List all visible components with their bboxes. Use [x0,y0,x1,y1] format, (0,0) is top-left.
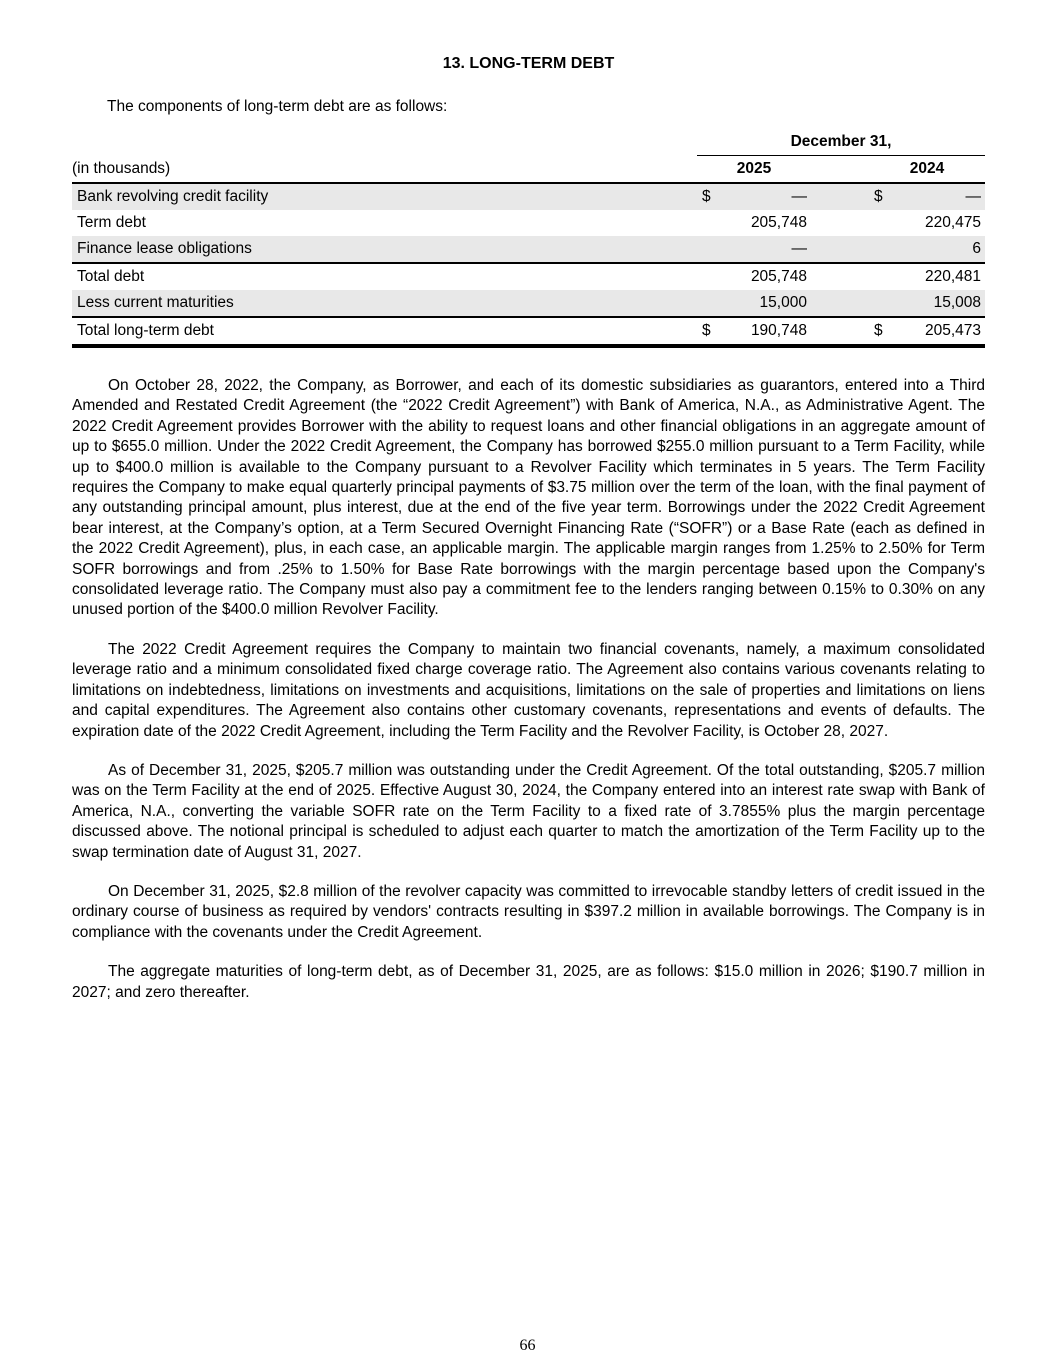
dollar-sign: $ [697,183,721,210]
table-row [72,263,985,290]
paragraph: The 2022 Credit Agreement requires the Company to maintain two financial covenants, namely, a maximum consolidated leverage ratio and a minimum consolidated fixed charge coverage ratio. The Agreement also contains various covenants relating to limitations on indebtedness, limitations on investments and acquisitions, limitations on the sale of properties and limitations on liens and capital expenditures. The Agreement also contains other customary covenants, representations and events of defaults. The expiration date of the 2022 Credit Agreement, including the Term Facility and the Revolver Facility, is October 28, 2027. [72,640,985,740]
dollar-sign: $ [869,183,891,210]
row-label: Total debt [72,263,697,290]
amount-2025: 205,748 [750,214,807,231]
amount-2024: 15,008 [891,290,985,317]
page-number: 66 [519,1337,536,1354]
amount-2025: — [721,183,811,210]
amount-2024: 6 [891,236,985,263]
dollar-sign [869,236,891,263]
dollar-sign: $ [697,317,721,346]
row-label: Total long-term debt [72,317,697,346]
spacer-cell [811,156,869,184]
amount-2024: 220,481 [891,263,985,290]
spacer-cell [811,183,869,210]
spacer-cell [811,210,869,236]
spacer-cell [811,263,869,290]
spacer-cell [811,236,869,263]
units-label: (in thousands) [72,156,697,184]
column-header-2025: 2025 [697,156,811,184]
long-term-debt-table [72,129,985,348]
amount-2025: — [721,236,811,263]
intro-text: The components of long-term debt are as follows: [107,98,448,115]
date-span-header: December 31, [697,129,985,156]
row-label: Finance lease obligations [72,236,697,263]
table-row [72,236,985,263]
spacer-cell [811,317,869,346]
dollar-sign [697,290,721,317]
dollar-sign [697,210,721,236]
row-label: Bank revolving credit facility [72,183,697,210]
dollar-sign [697,263,721,290]
table-header-years-row [72,156,985,184]
spacer-cell [72,129,697,156]
table-header-date-row [72,129,985,156]
dollar-sign [869,290,891,317]
column-header-2024: 2024 [869,156,985,184]
amount-2024: — [891,183,985,210]
dollar-sign [697,236,721,263]
spacer-cell [811,290,869,317]
table-row [72,317,985,346]
paragraph: As of December 31, 2025, $205.7 million was outstanding under the Credit Agreement. Of the total outstanding, $205.7 million was on the Term Facility at the end of 2025. Effective August 30, 2024, the Company entered into an interest rate swap with Bank of America, N.A., converting the variable SOFR rate on the Term Facility to a fixed rate of 3.7855% plus the margin percentage discussed above. The notional principal is scheduled to adjust each quarter to match the amortization of the Term Facility up to the swap termination date of August 31, 2027. [72,761,985,861]
amount-2025: 190,748 [721,317,811,346]
paragraph: The aggregate maturities of long-term debt, as of December 31, 2025, are as follows: $15.0 million in 2026; $190.7 million in 2027; and zero thereafter. [72,963,985,1001]
dollar-sign [869,210,891,236]
note-title: 13. LONG-TERM DEBT [442,55,615,72]
row-label: Term debt [77,214,146,231]
amount-2024: 205,473 [891,317,985,346]
table-row [72,210,985,236]
table-row [72,290,985,317]
dollar-sign [869,263,891,290]
paragraph: On December 31, 2025, $2.8 million of the revolver capacity was committed to irrevocable standby letters of credit issued in the ordinary course of business as required by vendors' contracts resulting in $397.2 million in available borrowings. The Company is in compliance with the covenants under the Credit Agreement. [72,882,985,941]
paragraph: On October 28, 2022, the Company, as Borrower, and each of its domestic subsidiaries as guarantors, entered into a Third Amended and Restated Credit Agreement (the “2022 Credit Agreement”) with Bank of America, N.A., as Administrative Agent. The 2022 Credit Agreement provides Borrower with the ability to request loans and other financial obligations in an aggregate amount of up to $655.0 million. Under the 2022 Credit Agreement, the Company has borrowed $255.0 million pursuant to a Term Facility, while up to $400.0 million is available to the Company pursuant to a Revolver Facility which terminates in 5 years. The Term Facility requires the Company to make equal quarterly principal payments of $3.75 million over the term of the loan, with the final payment of any outstanding principal amount, plus interest, due at the end of the five year term. Borrowings under the 2022 Credit Agreement bear interest, at the Company’s option, at a Term Secured Overnight Financing Rate (“SOFR”) or a Base Rate (each as defined in the 2022 Credit Agreement), plus, in each case, an applicable margin. The applicable margin ranges from 1.25% to 2.50% for Term SOFR borrowings and from .25% to 1.50% for Base Rate borrowings with the margin percentage based upon the Company's consolidated leverage ratio. The Company must also pay a commitment fee to the lenders ranging between 0.15% to 0.30% on any unused portion of the $400.0 million Revolver Facility. [72,377,985,619]
amount-2024: 220,475 [924,214,981,231]
amount-2025: 205,748 [721,263,811,290]
amount-2025: 15,000 [721,290,811,317]
table-row [72,183,985,210]
row-label: Less current maturities [72,290,697,317]
note-body [72,376,985,1003]
dollar-sign: $ [869,317,891,346]
